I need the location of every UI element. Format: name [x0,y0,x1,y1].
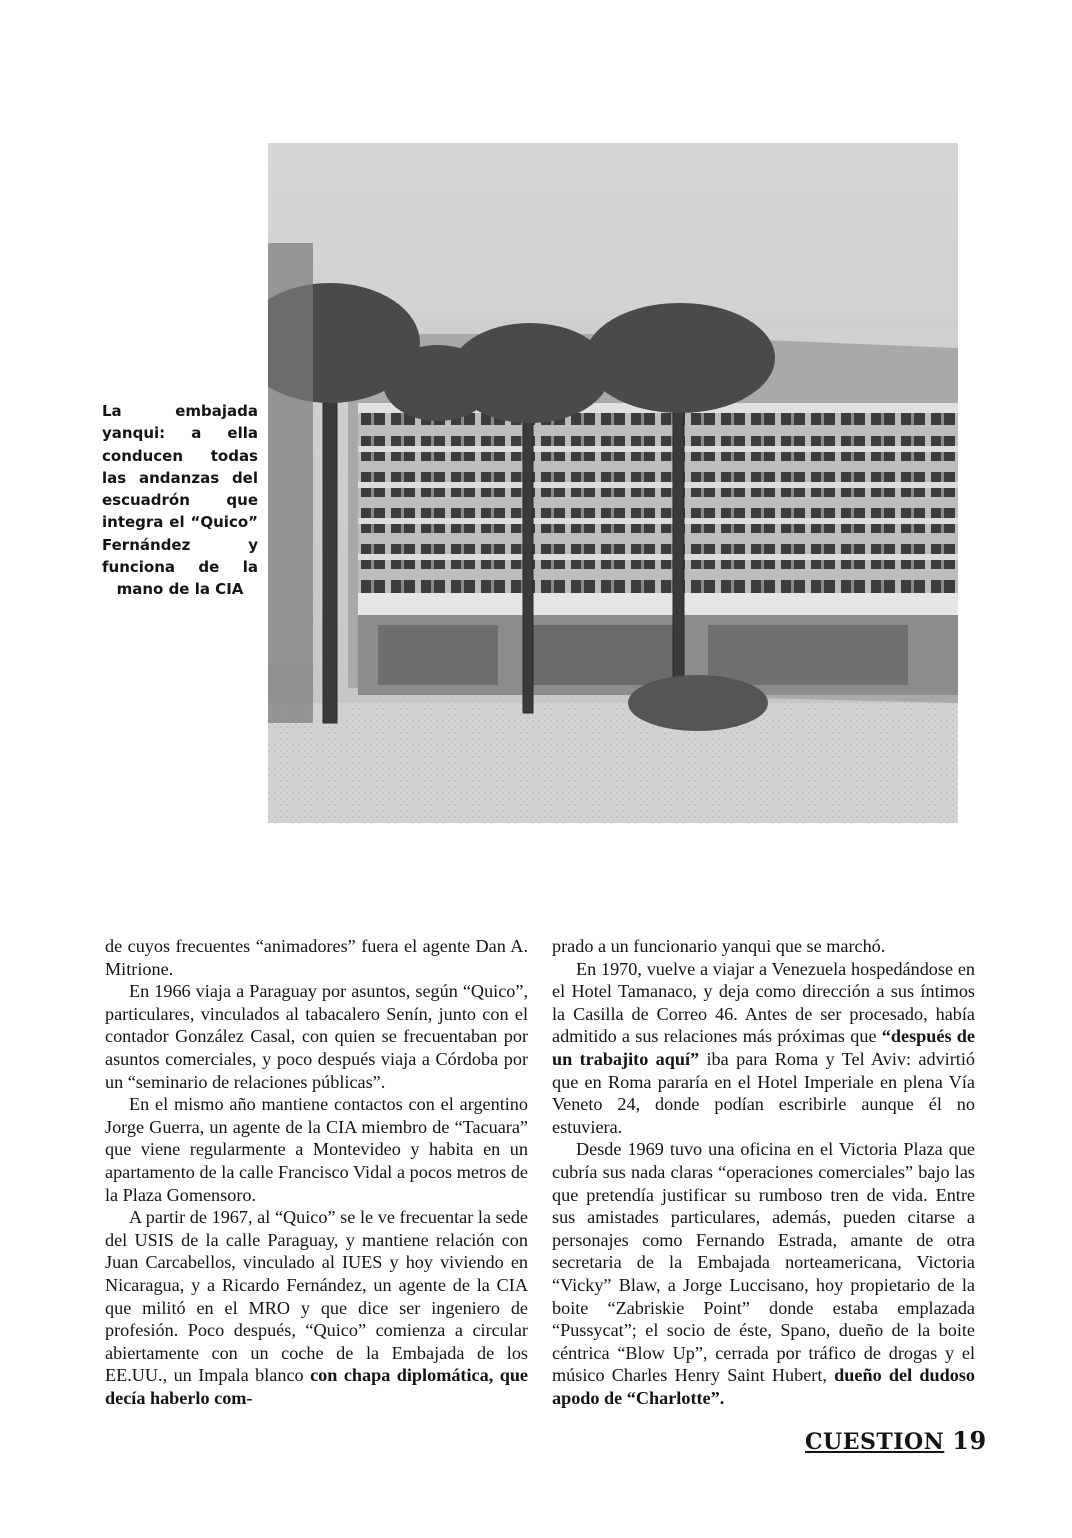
embassy-photo [268,143,958,823]
photo-caption: La embajada yanqui: a ella conducen todas las andanzas del escuadrón que integra el “Quico” Fernández y funciona de la mano de la CIA [102,402,258,599]
article-text: Desde 1969 tuvo una oficina en el Victoria Plaza que cubría sus nada claras “operaciones comerciales” bajo las que pretendía justificar su rumboso tren de vida. Entre sus amistades particulares, además, pueden citarse a personajes como Fernando Estrada, amante de otra secretaria de la Embajada norteamericana, Victoria “Vicky” Blaw, a Jorge Luccisano, hoy propietario de la boite “Zabriskie Point” donde estaba emplazada “Pussycat”; el socio de éste, Spano, dueño de la boite céntrica “Blow Up”, cerrada por tráfico de drogas y el músico Charles Henry Saint Hubert, [552,1139,975,1386]
article-paragraph: En 1966 viaja a Paraguay por asuntos, según “Quico”, particulares, vinculados al tabacalero Senín, junto con el contador González Casal, con quien se frecuentaban por asuntos comerciales, y poco después viaja a Córdoba por un “seminario de relaciones públicas”. [105,981,528,1092]
article-paragraph [552,1138,975,1409]
article-text: iba para Roma y Tel Aviv: advirtió que en Roma pararía en el Hotel Imperiale en plena Vía Veneto 24, donde podían escribirle aunque él no estuviera. [552,1048,975,1137]
article-paragraph: de cuyos frecuentes “animadores” fuera el agente Dan A. Mitrione. [105,936,528,979]
article-column-right [552,935,975,1409]
embassy-building-image [268,143,958,823]
article-paragraph [105,1206,528,1409]
article-quote-bold: “después de un trabajito aquí” [552,1026,975,1069]
page-footer [805,1426,987,1455]
article-paragraph: En el mismo año mantiene contactos con el argentino Jorge Guerra, un agente de la CIA miembro de “Tacuara” que viene regularmente a Montevideo y habita en un apartamento de la calle Francisco Vidal a pocos metros de la Plaza Gomensoro. [105,1094,528,1205]
article-text: En 1970, vuelve a viajar a Venezuela hospedándose en el Hotel Tamanaco, y deja como dirección a sus íntimos la Casilla de Correo 46. Antes de ser procesado, había admitido a sus relaciones más próximas que [552,958,975,1047]
article-paragraph [552,958,975,1139]
article-text-bold: dueño del dudoso apodo de “Charlotte”. [552,1365,975,1408]
article-text-bold: con chapa diplomática, que decía haberlo com- [105,1365,529,1408]
magazine-name: CUESTION [805,1429,945,1455]
article-column-left [105,935,528,1409]
page-number: 19 [952,1426,987,1455]
article-paragraph: prado a un funcionario yanqui que se marchó. [552,936,886,956]
article-text: A partir de 1967, al “Quico” se le ve frecuentar la sede del USIS de la calle Paraguay, y mantiene relación con Juan Carcabellos, vinculado al IUES y hoy viviendo en Nicaragua, y a Ricardo Fernández, un agente de la CIA que militó en el MRO y que dice ser ingeniero de profesión. Poco después, “Quico” comienza a circular abiertamente con un coche de la Embajada de los EE.UU., un Impala blanco [105,1207,528,1386]
